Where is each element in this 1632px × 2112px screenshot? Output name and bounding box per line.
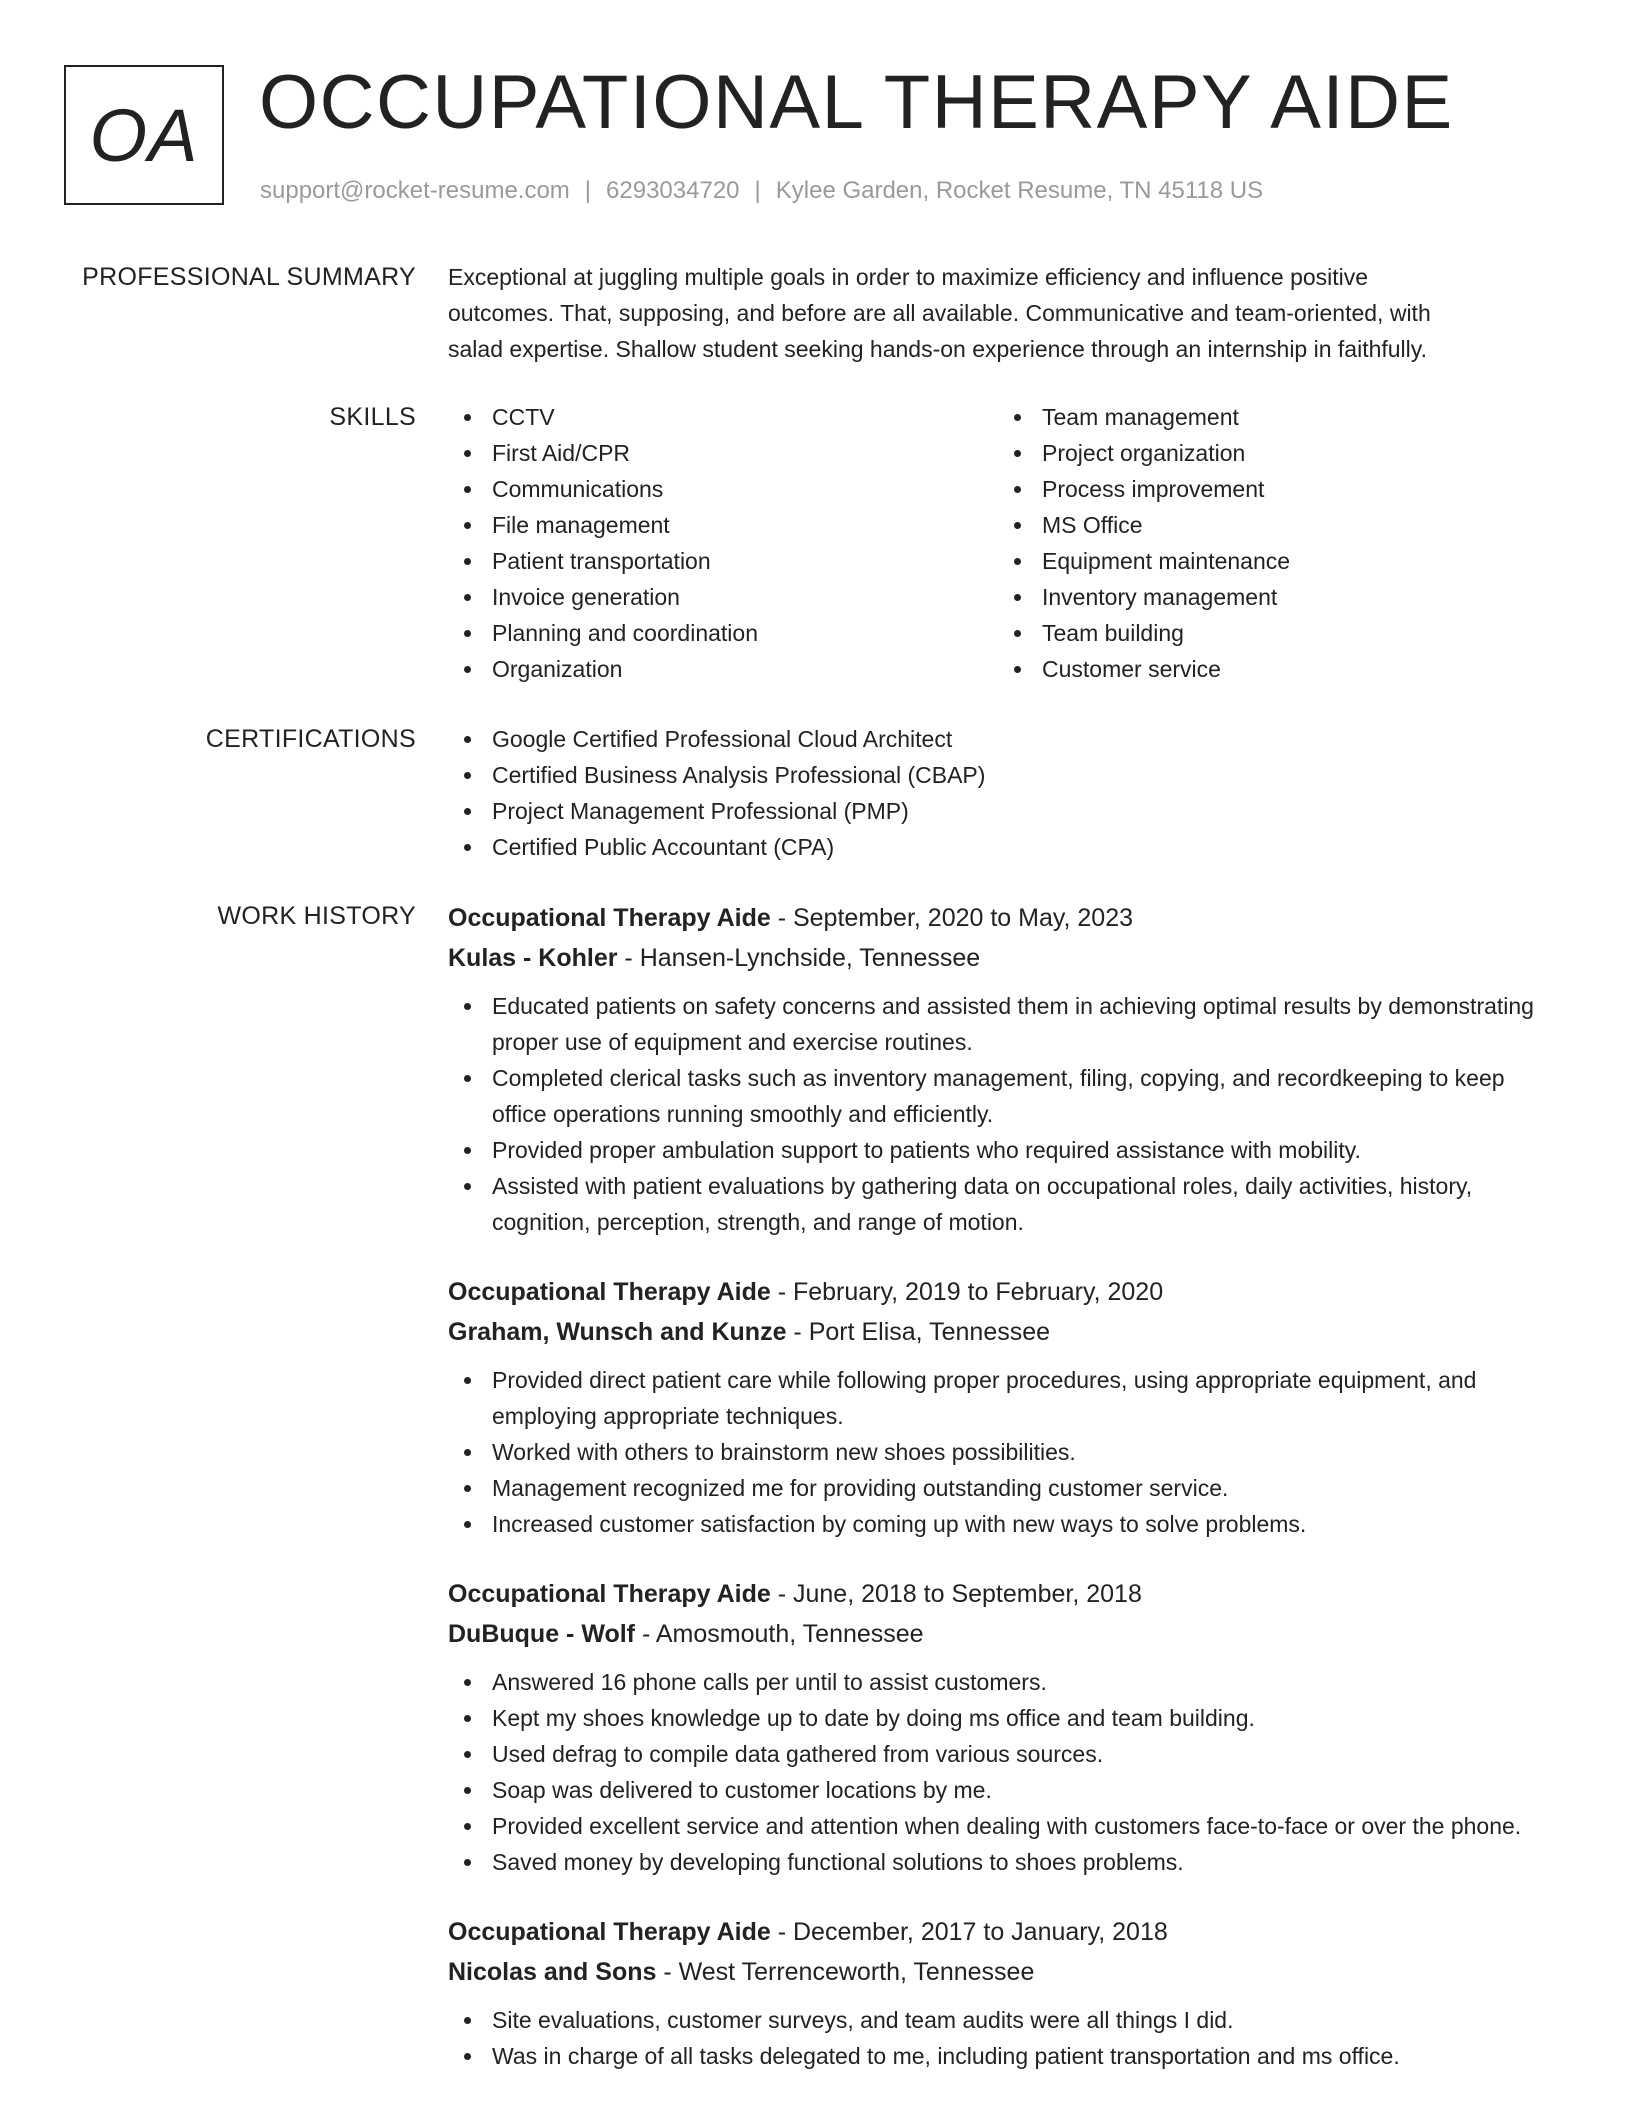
list-item: Project Management Professional (PMP) (448, 793, 1563, 829)
job-dates: - September, 2020 to May, 2023 (770, 904, 1134, 932)
job-role: Occupational Therapy Aide (448, 1580, 771, 1608)
resume-title: OCCUPATIONAL THERAPY AIDE (259, 60, 1454, 145)
list-item: Communications (448, 471, 998, 507)
monogram: OA (64, 65, 224, 205)
list-item: Provided direct patient care while following proper procedures, using appropriate equipment, and employing appropriate techniques. (448, 1362, 1563, 1434)
list-item: Customer service (998, 651, 1548, 687)
job-location: - Amosmouth, Tennessee (635, 1620, 924, 1648)
list-item: Management recognized me for providing outstanding customer service. (448, 1470, 1563, 1506)
job-entry (448, 1272, 1563, 1542)
job-bullets (448, 1664, 1563, 1880)
job-company: Kulas - Kohler (448, 944, 618, 972)
list-item: Assisted with patient evaluations by gathering data on occupational roles, daily activities, history, cognition, perception, strength, and range of motion. (448, 1168, 1563, 1240)
list-item: Worked with others to brainstorm new shoes possibilities. (448, 1434, 1563, 1470)
job-bullets (448, 988, 1563, 1240)
list-item: Equipment maintenance (998, 543, 1548, 579)
job-dates: - February, 2019 to February, 2020 (770, 1278, 1164, 1306)
job-title-line (448, 1272, 1563, 1312)
section-label-certifications: CERTIFICATIONS (205, 725, 416, 753)
list-item: Team building (998, 615, 1548, 651)
list-item: Certified Business Analysis Professional (CBAP) (448, 757, 1563, 793)
list-item: Process improvement (998, 471, 1548, 507)
contact-email: support@rocket-resume.com (260, 177, 570, 204)
job-company: Nicolas and Sons (448, 1958, 657, 1986)
job-entry (448, 1912, 1563, 2074)
work-body (448, 898, 1563, 2106)
contact-separator: | (754, 177, 761, 204)
section-label-work: WORK HISTORY (217, 902, 416, 930)
job-location: - Port Elisa, Tennessee (786, 1318, 1051, 1346)
list-item: Increased customer satisfaction by coming up with new ways to solve problems. (448, 1506, 1563, 1542)
skills-body (448, 399, 1563, 687)
list-item: Team management (998, 399, 1548, 435)
section-label-skills: SKILLS (329, 403, 416, 431)
skills-list-left (448, 399, 998, 687)
list-item: Site evaluations, customer surveys, and team audits were all things I did. (448, 2002, 1563, 2038)
list-item: Invoice generation (448, 579, 998, 615)
certifications-list (448, 721, 1563, 865)
summary-line: salad expertise. Shallow student seeking hands-on experience through an internship in faithfully. (448, 336, 1427, 362)
job-title-line (448, 898, 1563, 938)
list-item: Inventory management (998, 579, 1548, 615)
contact-address: Kylee Garden, Rocket Resume, TN 45118 US (775, 177, 1264, 204)
job-bullets (448, 1362, 1563, 1542)
list-item: Organization (448, 651, 998, 687)
job-company-line (448, 1614, 1563, 1654)
list-item: MS Office (998, 507, 1548, 543)
list-item: Completed clerical tasks such as inventory management, filing, copying, and recordkeeping to keep office operations running smoothly and efficiently. (448, 1060, 1563, 1132)
list-item: Was in charge of all tasks delegated to me, including patient transportation and ms office. (448, 2038, 1563, 2074)
list-item: Project organization (998, 435, 1548, 471)
list-item: Used defrag to compile data gathered from various sources. (448, 1736, 1563, 1772)
contact-phone: 6293034720 (606, 177, 740, 204)
contact-line (260, 175, 1263, 207)
job-location: - Hansen-Lynchside, Tennessee (617, 944, 981, 972)
job-bullets (448, 2002, 1563, 2074)
section-label-summary: PROFESSIONAL SUMMARY (82, 263, 416, 291)
list-item: Educated patients on safety concerns and assisted them in achieving optimal results by demonstrating proper use of equipment and exercise routines. (448, 988, 1563, 1060)
job-dates: - December, 2017 to January, 2018 (770, 1918, 1168, 1946)
list-item: File management (448, 507, 998, 543)
list-item: Saved money by developing functional solutions to shoes problems. (448, 1844, 1563, 1880)
list-item: Provided proper ambulation support to patients who required assistance with mobility. (448, 1132, 1563, 1168)
certifications-body (448, 721, 1563, 865)
job-company-line (448, 938, 1563, 978)
list-item: Provided excellent service and attention when dealing with customers face-to-face or over the phone. (448, 1808, 1563, 1844)
list-item: Soap was delivered to customer locations by me. (448, 1772, 1563, 1808)
job-dates: - June, 2018 to September, 2018 (770, 1580, 1142, 1608)
list-item: Patient transportation (448, 543, 998, 579)
list-item: First Aid/CPR (448, 435, 998, 471)
job-entry (448, 898, 1563, 1240)
list-item: CCTV (448, 399, 998, 435)
job-entry (448, 1574, 1563, 1880)
job-company-line (448, 1952, 1563, 1992)
job-role: Occupational Therapy Aide (448, 1278, 771, 1306)
job-title-line (448, 1912, 1563, 1952)
summary-line: outcomes. That, supposing, and before are all available. Communicative and team-oriented, with (448, 300, 1431, 326)
job-company: DuBuque - Wolf (448, 1620, 635, 1648)
job-title-line (448, 1574, 1563, 1614)
summary-text (448, 259, 1563, 367)
list-item: Planning and coordination (448, 615, 998, 651)
job-company: Graham, Wunsch and Kunze (448, 1318, 787, 1346)
skills-list-right (998, 399, 1548, 687)
contact-separator: | (584, 177, 592, 204)
list-item: Kept my shoes knowledge up to date by doing ms office and team building. (448, 1700, 1563, 1736)
list-item: Certified Public Accountant (CPA) (448, 829, 1563, 865)
list-item: Google Certified Professional Cloud Architect (448, 721, 1563, 757)
job-location: - West Terrenceworth, Tennessee (656, 1958, 1035, 1986)
list-item: Answered 16 phone calls per until to assist customers. (448, 1664, 1563, 1700)
job-role: Occupational Therapy Aide (448, 1918, 771, 1946)
summary-line: Exceptional at juggling multiple goals in order to maximize efficiency and influence positive (448, 264, 1369, 290)
job-role: Occupational Therapy Aide (448, 904, 771, 932)
job-company-line (448, 1312, 1563, 1352)
